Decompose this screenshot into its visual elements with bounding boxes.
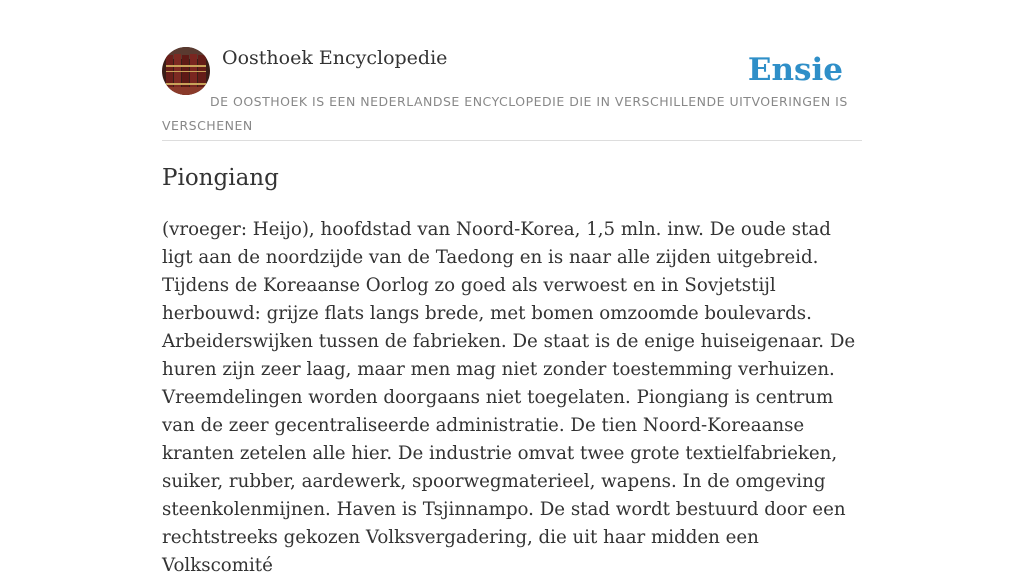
source-tagline: DE OOSTHOEK IS EEN NEDERLANDSE ENCYCLOPEDIE DIE IN VERSCHILLENDE UITVOERINGEN IS VERSCHENEN (162, 94, 848, 133)
source-header (162, 0, 862, 141)
article-body: (vroeger: Heijo), hoofdstad van Noord-Korea, 1,5 mln. inw. De oude stad ligt aan de noordzijde van de Taedong en is naar alle zijden uitgebreid. Tijdens de Koreaanse Oorlog zo goed als verwoest en in Sovjetstijl herbouwd: grijze flats langs brede, met bomen omzoomde boulevards. Arbeiderswijken tussen de fabrieken. De staat is de enige huiseigenaar. De huren zijn zeer laag, maar men mag niet zonder toestemming verhuizen. Vreemdelingen worden doorgaans niet toegelaten. Piongiang is centrum van de zeer gecentraliseerde administratie. De tien Noord-Koreaanse kranten zetelen alle hier. De industrie omvat twee grote textielfabrieken, suiker, rubber, aardewerk, spoorwegmaterieel, wapens. In de omgeving steenkolenmijnen. Haven is Tsjinnampo. De stad wordt bestuurd door een rechtstreeks gekozen Volksvergadering, die uit haar midden een Volkscomité (162, 219, 856, 576)
article-title: Piongiang (162, 165, 279, 191)
source-name[interactable]: Oosthoek Encyclopedie (222, 47, 448, 69)
encyclopedia-books-icon[interactable] (162, 47, 210, 95)
brand-logo[interactable]: Ensie (747, 52, 843, 88)
page-container (162, 0, 862, 141)
